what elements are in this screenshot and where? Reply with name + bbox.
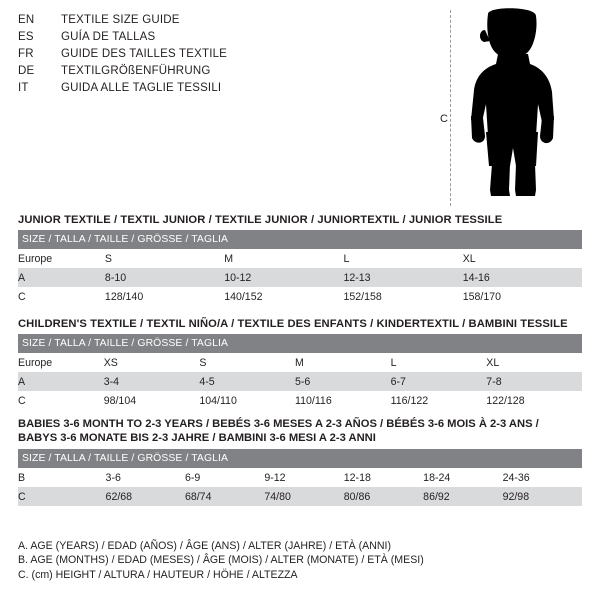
cell: 10-12 [224, 268, 343, 287]
row-label: C [18, 287, 105, 306]
cell: 6-9 [185, 468, 264, 487]
cell: 86/92 [423, 487, 502, 506]
cell: 6-7 [391, 372, 487, 391]
row-label: C [18, 391, 104, 410]
language-text-en: TEXTILE SIZE GUIDE [61, 14, 180, 26]
footnotes [18, 539, 582, 583]
row-label: A [18, 372, 104, 391]
table-row [18, 249, 582, 268]
children-table [18, 334, 582, 410]
table-row [18, 268, 582, 287]
cell: 128/140 [105, 287, 224, 306]
babies-table [18, 449, 582, 506]
cell: 104/110 [199, 391, 295, 410]
cell: 18-24 [423, 468, 502, 487]
cell: 158/170 [463, 287, 582, 306]
cell: 98/104 [104, 391, 200, 410]
language-text-es: GUÍA DE TALLAS [61, 31, 156, 43]
language-text-it: GUIDA ALLE TAGLIE TESSILI [61, 82, 222, 94]
language-row-fr [18, 48, 438, 65]
children-title: CHILDREN'S TEXTILE / TEXTIL NIÑO/A / TEXTILE DES ENFANTS / KINDERTEXTIL / BAMBINI TESSILE [18, 318, 568, 330]
children-header-label: SIZE / TALLA / TAILLE / GRÖSSE / TAGLIA [22, 338, 229, 349]
row-label: Europe [18, 353, 104, 372]
section-junior [18, 214, 582, 306]
cell: 122/128 [486, 391, 582, 410]
cell: 140/152 [224, 287, 343, 306]
cell: S [105, 249, 224, 268]
table-row [18, 287, 582, 306]
cell: L [343, 249, 462, 268]
footnote-a: A. AGE (YEARS) / EDAD (AÑOS) / ÂGE (ANS) / ALTER (JAHRE) / ETÀ (ANNI) [18, 539, 391, 552]
cell: XL [463, 249, 582, 268]
cell: 74/80 [264, 487, 343, 506]
cell: 12-18 [344, 468, 423, 487]
babies-title-line-2: BABYS 3-6 MONATE BIS 2-3 JAHRE / BAMBINI 3-6 MESI A 2-3 ANNI [18, 431, 376, 444]
section-children [18, 318, 582, 410]
language-code-es: ES [18, 31, 34, 43]
cell: 12-13 [343, 268, 462, 287]
cell: 62/68 [106, 487, 185, 506]
cell: 3-6 [106, 468, 185, 487]
language-row-it [18, 82, 438, 99]
language-code-en: EN [18, 14, 35, 26]
cell: S [199, 353, 295, 372]
cell: 80/86 [344, 487, 423, 506]
language-text-de: TEXTILGRÖßENFÜHRUNG [61, 65, 211, 77]
cell: XS [104, 353, 200, 372]
cell: M [224, 249, 343, 268]
table-row [18, 353, 582, 372]
section-babies [18, 418, 582, 506]
cell: 8-10 [105, 268, 224, 287]
cell: 4-5 [199, 372, 295, 391]
cell: 14-16 [463, 268, 582, 287]
language-code-fr: FR [18, 48, 34, 60]
cell: L [391, 353, 487, 372]
cell: 5-6 [295, 372, 391, 391]
language-text-fr: GUIDE DES TAILLES TEXTILE [61, 48, 228, 60]
babies-title-line-1: BABIES 3-6 MONTH TO 2-3 YEARS / BEBÉS 3-6 MESES A 2-3 AÑOS / BÉBÉS 3-6 MOIS À 2-3 ANS / [18, 418, 539, 430]
babies-header-label: SIZE / TALLA / TAILLE / GRÖSSE / TAGLIA [22, 453, 229, 464]
measure-label-c: C [440, 113, 448, 125]
table-row [18, 487, 582, 506]
cell: 92/98 [503, 487, 582, 506]
row-label: Europe [18, 249, 105, 268]
row-label: A [18, 268, 105, 287]
table-row [18, 468, 582, 487]
language-row-es [18, 31, 438, 48]
language-row-en [18, 14, 438, 31]
toddler-silhouette-icon [458, 8, 568, 204]
babies-title [18, 418, 582, 445]
footnote-c: C. (cm) HEIGHT / ALTURA / HAUTEUR / HÖHE / ALTEZZA [18, 568, 298, 581]
cell: XL [486, 353, 582, 372]
cell: 24-36 [503, 468, 582, 487]
language-code-de: DE [18, 65, 35, 77]
junior-table [18, 230, 582, 306]
measurement-figure [432, 8, 592, 208]
babies-header-row [18, 449, 582, 468]
language-header [18, 14, 438, 99]
footnote-b: B. AGE (MONTHS) / EDAD (MESES) / ÂGE (MOIS) / ALTER (MONATE) / ETÀ (MESI) [18, 554, 424, 566]
cell: 9-12 [264, 468, 343, 487]
cell: 110/116 [295, 391, 391, 410]
row-label: C [18, 487, 106, 506]
table-row [18, 372, 582, 391]
cell: 152/158 [343, 287, 462, 306]
junior-header-row [18, 230, 582, 249]
language-code-it: IT [18, 82, 29, 94]
height-measure-line [450, 10, 451, 206]
row-label: B [18, 468, 106, 487]
cell: 7-8 [486, 372, 582, 391]
children-header-row [18, 334, 582, 353]
language-row-de [18, 65, 438, 82]
cell: 68/74 [185, 487, 264, 506]
cell: M [295, 353, 391, 372]
junior-header-label: SIZE / TALLA / TAILLE / GRÖSSE / TAGLIA [22, 234, 229, 245]
table-row [18, 391, 582, 410]
junior-title: JUNIOR TEXTILE / TEXTIL JUNIOR / TEXTILE JUNIOR / JUNIORTEXTIL / JUNIOR TESSILE [18, 214, 503, 226]
cell: 3-4 [104, 372, 200, 391]
cell: 116/122 [391, 391, 487, 410]
